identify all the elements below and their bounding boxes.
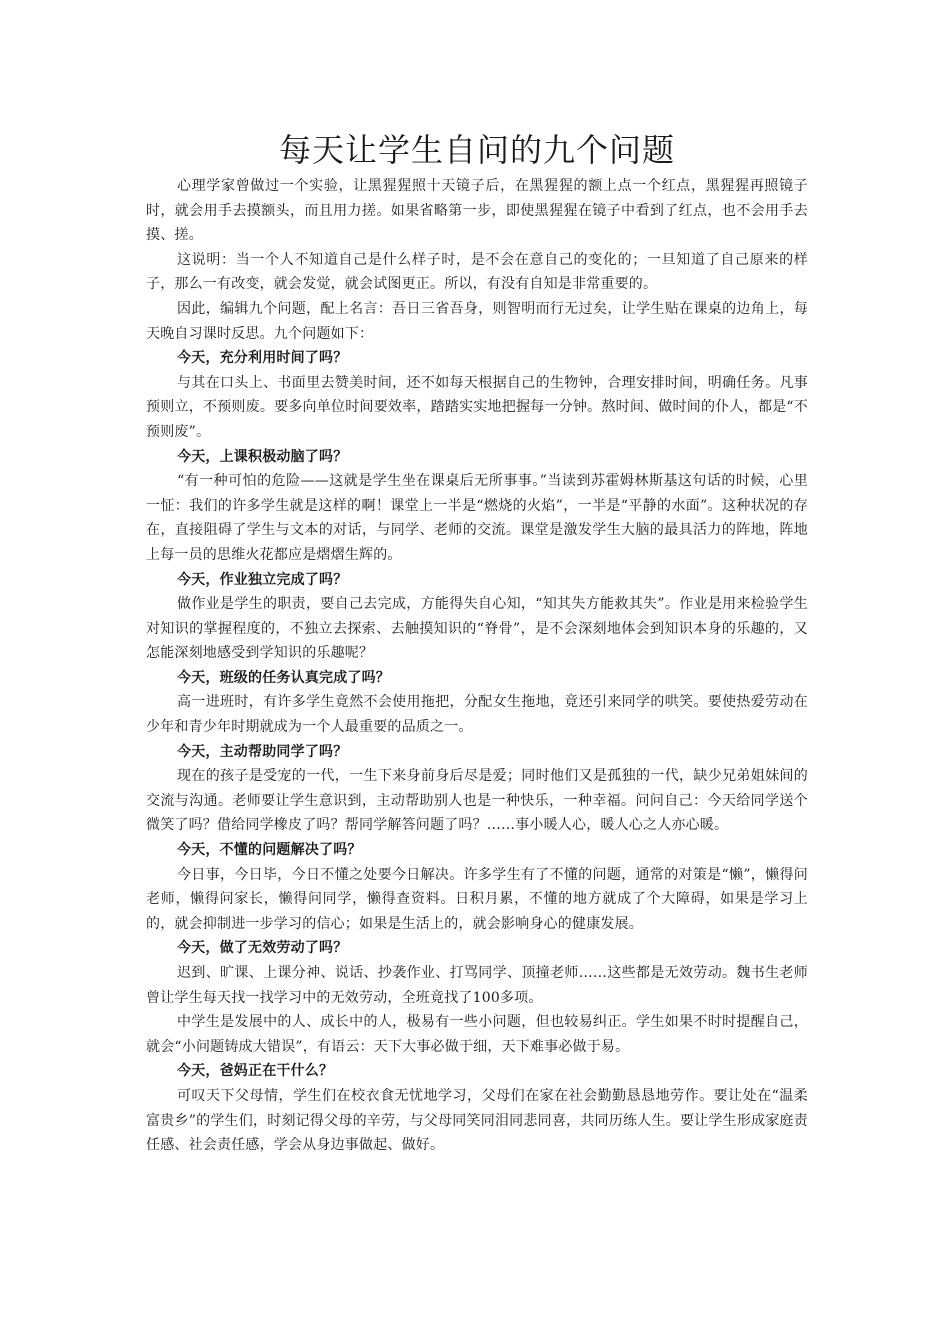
question-heading-6: 今天，不懂的问题解决了吗？ (177, 842, 362, 859)
answer-paragraph-4: 高一进班时，有许多学生竟然不会使用拖把，分配女生拖地，竟还引来同学的哄笑。要使热爱劳动在少年和青少年时期就成为一个人最重要的品质之一。 (146, 694, 808, 736)
intro-paragraph-3: 因此，编辑九个问题，配上名言：吾日三省吾身，则智明而行无过矣，让学生贴在课桌的边角上，每天晚自习课时反思。九个问题如下： (146, 300, 808, 342)
answer-paragraph-3: 做作业是学生的职责，要自己去完成，方能得失自心知，“知其失方能救其失”。作业是用来检验学生对知识的掌握程度的，不独立去探索、去触摸知识的“脊骨”，是不会深刻地体会到知识本身的乐趣的，又怎能深刻地感受到学知识的乐趣呢？ (146, 596, 808, 662)
question-heading-7: 今天，做了无效劳动了吗？ (177, 940, 348, 957)
document-page (146, 126, 808, 1158)
question-heading-4: 今天，班级的任务认真完成了吗？ (177, 669, 390, 686)
answer-paragraph-6: 今日事，今日毕，今日不懂之处要今日解决。许多学生有了不懂的问题，通常的对策是“懒”，懒得问老师，懒得问家长，懒得问同学，懒得查资料。日积月累，不懂的地方就成了个大障碍，如果是学习上的，就会抑制进一步学习的信心；如果是生活上的，就会影响身心的健康发展。 (146, 866, 808, 932)
answer-paragraph-7b: 中学生是发展中的人、成长中的人，极易有一些小问题，但也较易纠正。学生如果不时时提醒自己，就会“小问题铸成大错误”，有语云：天下大事必做于细，天下难事必做于易。 (146, 1014, 808, 1055)
answer-paragraph-5: 现在的孩子是受宠的一代，一生下来身前身后尽是爱；同时他们又是孤独的一代，缺少兄弟姐妹间的交流与沟通。老师要让学生意识到，主动帮助别人也是一种快乐，一种幸福。问问自己：今天给同学送个微笑了吗？借给同学橡皮了吗？帮同学解答问题了吗？……事小暖人心，暖人心之人亦心暖。 (146, 768, 808, 834)
question-heading-1: 今天，充分利用时间了吗？ (177, 350, 348, 367)
intro-paragraph-1: 心理学家曾做过一个实验，让黑猩猩照十天镜子后，在黑猩猩的额上点一个红点，黑猩猩再照镜子时，就会用手去摸额头，而且用力搓。如果省略第一步，即使黑猩猩在镜子中看到了红点，也不会用手去摸、搓。 (146, 178, 808, 244)
answer-paragraph-2: “有一种可怕的危险——这就是学生坐在课桌后无所事事。”当读到苏霍姆林斯基这句话的时候，心里一怔：我们的许多学生就是这样的啊！课堂上一半是“燃烧的火焰”，一半是“平静的水面”。这种状况的存在，直接阻碍了学生与文本的对话，与同学、老师的交流。课堂是激发学生大脑的最具活力的阵地，阵地上每一员的思维火花都应是熠熠生辉的。 (146, 473, 808, 563)
question-heading-8: 今天，爸妈正在干什么？ (177, 1063, 334, 1080)
question-heading-2: 今天，上课积极动脑了吗？ (177, 448, 348, 465)
answer-paragraph-8: 可叹天下父母情，学生们在校衣食无忧地学习，父母们在家在社会勤勤恳恳地劳作。要让处在“温柔富贵乡”的学生们，时刻记得父母的辛劳，与父母同笑同泪同悲同喜，共同历练人生。要让学生形成家庭责任感、社会责任感，学会从身边事做起、做好。 (146, 1087, 808, 1154)
answer-paragraph-7a: 迟到、旷课、上课分神、说话、抄袭作业、打骂同学、顶撞老师……这些都是无效劳动。魏书生老师曾让学生每天找一找学习中的无效劳动，全班竟找了100多项。 (146, 965, 808, 1006)
answer-paragraph-1: 与其在口头上、书面里去赞美时间，还不如每天根据自己的生物钟，合理安排时间，明确任务。凡事预则立，不预则废。要多向单位时间要效率，踏踏实实地把握每一分钟。熬时间、做时间的仆人，都是“不预则废”。 (146, 374, 808, 440)
intro-paragraph-2: 这说明：当一个人不知道自己是什么样子时，是不会在意自己的变化的；一旦知道了自己原来的样子，那么一有改变，就会发觉，就会试图更正。所以，有没有自知是非常重要的。 (146, 251, 808, 293)
question-heading-5: 今天，主动帮助同学了吗？ (177, 743, 348, 760)
question-heading-3: 今天，作业独立完成了吗？ (177, 571, 348, 588)
document-title: 每天让学生自问的九个问题 (278, 131, 675, 169)
